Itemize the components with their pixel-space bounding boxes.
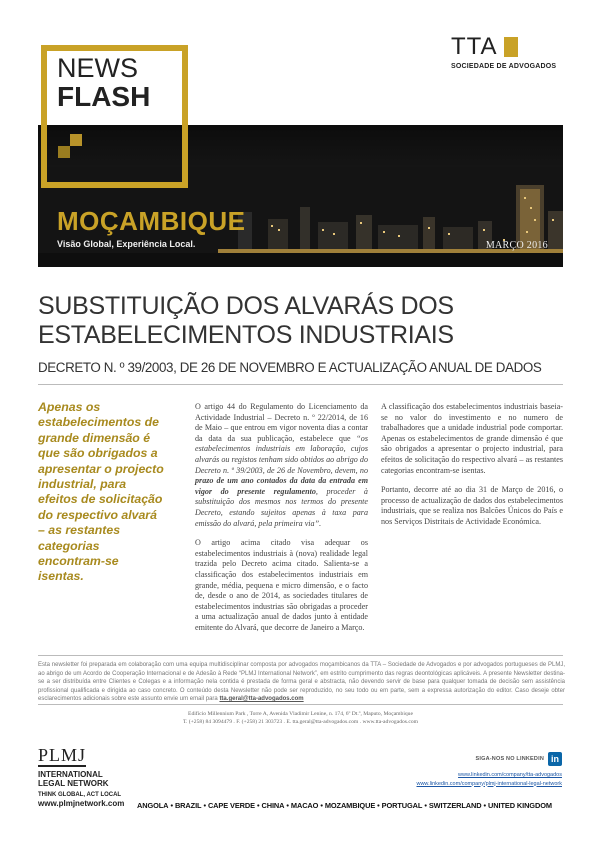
linkedin-icon[interactable]: in — [548, 752, 562, 766]
tagline: Visão Global, Experiência Local. — [57, 239, 196, 249]
article-title-line1: SUBSTITUIÇÃO DOS ALVARÁS DOS — [38, 292, 454, 320]
tta-logo — [451, 33, 563, 70]
address-line1: Edifício Millennium Park , Torre A, Avenida Vladimir Lenine, n. 174, 6º Dt.º, Maputo, Moçambique — [188, 711, 413, 717]
country-item: CHINA — [261, 801, 285, 810]
mid-paragraph-2: O artigo acima citado visa adequar os estabelecimentos industriais à (nova) realidade legal trazida pelo Decreto acima citado. Salienta-se a classificação dos estabelecimentos industriais em grande, média, pequena e micro dimensão, e o facto de, desde o ano de 2014, as sociedades titulares de estabelecimentos industrias são obrigadas a proceder a uma actualização anual de dados junto à entidade emitente do Alvará, que decorre de Janeiro a Março. — [195, 538, 368, 632]
footer-divider — [38, 655, 563, 656]
disclaimer-email-link[interactable]: tta.geral@tta-advogados.com — [219, 696, 304, 703]
plmj-wordmark: PLMJ — [38, 745, 87, 765]
country-item: CAPE VERDE — [207, 801, 255, 810]
contact-address — [38, 710, 563, 727]
linkedin-follow-label: SIGA-NOS NO LINKEDIN — [475, 756, 544, 762]
linkedin-follow[interactable] — [476, 752, 562, 766]
plmj-logo — [38, 746, 158, 798]
country-item: BRAZIL — [174, 801, 202, 810]
frame-left-edge — [41, 125, 47, 188]
title-divider — [38, 384, 563, 385]
news-flash-title — [57, 55, 150, 111]
mid-paragraph-1: O artigo 44 do Regulamento do Licenciamento da Actividade Industrial – Decreto n. º 22/2014, de 16 de Maio – que entrou em vigor noventa dias a contar da data da sua publicação, estabelece que “os estabelecimentos industriais em laboração, cujos alvarás ou registos tenham sido obtidos ao abrigo do Decreto n. º 39/2003, de 26 de Novembro, devem, no prazo de um ano contados da data da entrada em vigor do presente regulamento, proceder à substituição dos mesmos nos termos do presente Decreto, estando sujeitos apenas à taxa para emissão do alvará, pela primeira via”. — [195, 402, 368, 528]
plmj-tagline: THINK GLOBAL, ACT LOCAL — [38, 792, 122, 798]
body-column-right — [381, 402, 563, 537]
decor-square-dark — [58, 146, 70, 158]
article-title — [38, 292, 563, 350]
disclaimer: Esta newsletter foi preparada em colaboração com uma equipa multidisciplinar composta por advogados moçambicanos da TTA – Sociedade de Advogados e por advogados portugueses de PLMJ, ao abrigo de um Acordo de Cooperação Internacional e de Adesão à Rede “PLMJ International Network”, em estrito cumprimento das regras deontológicas aplicáveis. A presente Newsletter destina-se a ser distribuída entre Clientes e Colegas e a informação nela contida é prestada de forma geral e abstracta, não devendo servir de base para qualquer tomada de decisão sem assistência profissional qualificada e dirigida ao caso concreto. O conteúdo desta Newsletter não pode ser reproduzido, no seu todo ou em parte, sem a expressa autorização do editor. Caso deseje obter esclarecimentos adicionais sobre este assunto envie um email para tta.geral@tta-advogados.com — [38, 662, 565, 703]
country-item: MOZAMBIQUE — [324, 801, 376, 810]
country-item: PORTUGAL — [381, 801, 423, 810]
right-paragraph-1: A classificação dos estabelecimentos industriais baseia-se no valor do investimento e no numero de trabalhadores que a unidade industrial pode comportar. Apenas os estabelecimentos de grande dimensão é que são obrigados a apresentar o projecto industrial, para efeitos de solicitação do respectivo alvará – as restantes categorias encontram-se isentas. — [381, 402, 563, 475]
country-item: SWITZERLAND — [428, 801, 482, 810]
tta-gold-block — [504, 37, 518, 57]
tta-subtitle: SOCIEDADE DE ADVOGADOS — [451, 63, 557, 70]
news-label: NEWS — [57, 53, 138, 83]
plmj-legal-network: LEGAL NETWORK — [38, 779, 109, 788]
right-paragraph-2: Portanto, decorre até ao dia 31 de Março de 2016, o processo de actualização de dados dos estabelecimentos industriais, que se realiza nos Balcões Únicos do País e nos Serviços Distritais de Actividade Económica. — [381, 485, 563, 526]
address-line2: T. (+258) 84 3094479 . F. (+258) 21 303723 . E. tta.geral@tta-advogados.com . www.tta-advogados.com — [182, 719, 419, 726]
article-subtitle: DECRETO N. º 39/2003, DE 26 DE NOVEMBRO E ACTUALIZAÇÃO ANUAL DE DADOS — [38, 360, 542, 375]
disclaimer-divider — [38, 704, 563, 705]
plmj-international: INTERNATIONAL — [38, 770, 103, 779]
frame-bottom-edge — [41, 182, 188, 188]
country-title: MOÇAMBIQUE — [57, 206, 246, 236]
country-item: MACAO — [290, 801, 319, 810]
linkedin-link-plmj[interactable]: www.linkedin.com/company/plmj-international-legal-network — [416, 780, 562, 787]
article-title-line2: ESTABELECIMENTOS INDUSTRIAIS — [38, 321, 454, 349]
decor-square-light — [70, 134, 82, 146]
tta-wordmark: TTA — [451, 33, 498, 60]
frame-right-edge — [182, 125, 188, 188]
body-column-middle — [195, 402, 368, 642]
country-item: ANGOLA — [137, 801, 169, 810]
linkedin-link-tta[interactable]: www.linkedin.com/company/tta-advogados — [458, 772, 562, 778]
countries-list: ANGOLA • BRAZIL • CAPE VERDE • CHINA • MACAO • MOZAMBIQUE • PORTUGAL • SWITZERLAND • UNITED KINGDOM — [137, 801, 552, 810]
country-item: UNITED KINGDOM — [488, 801, 552, 810]
linkedin-links — [416, 771, 562, 788]
plmj-website-link[interactable]: www.plmjnetwork.com — [38, 799, 125, 808]
issue-date: MARÇO 2016 — [485, 240, 548, 251]
flash-label: FLASH — [57, 81, 151, 112]
lead-quote: Apenas os estabelecimentos de grande dimensão é que são obrigados a apresentar o projecto industrial, para efeitos de solicitação do respectivo alvará – as restantes categorias encontram-se isentas. — [38, 400, 164, 584]
